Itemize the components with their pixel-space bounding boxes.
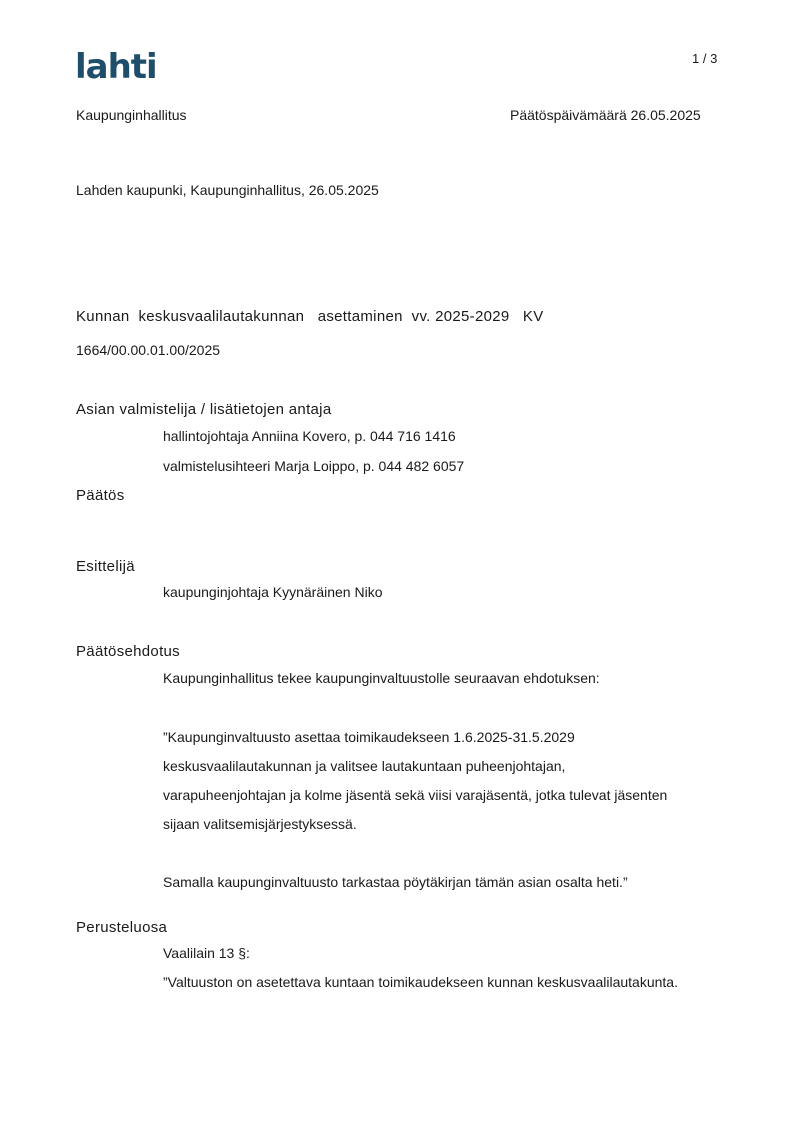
case-number: 1664/00.00.01.00/2025	[76, 342, 221, 358]
document-title: Kunnan keskusvaalilautakunnan asettaminen vv. 2025-2029 KV	[76, 308, 544, 325]
law-reference: Vaalilain 13 §:	[163, 945, 250, 961]
presenter-heading: Esittelijä	[76, 558, 135, 575]
preparer-heading: Asian valmistelija / lisätietojen antaja	[76, 401, 332, 418]
page-number: 1 / 3	[692, 51, 718, 66]
proposal-quote-line: keskusvaalilautakunnan ja valitsee lautakuntaan puheenjohtajan,	[163, 758, 566, 774]
proposal-quote-line: ”Kaupunginvaltuusto asettaa toimikaudekseen 1.6.2025-31.5.2029	[163, 729, 575, 745]
meeting-line: Lahden kaupunki, Kaupunginhallitus, 26.05.2025	[76, 182, 379, 198]
rationale-heading: Perusteluosa	[76, 919, 168, 936]
proposal-heading: Päätösehdotus	[76, 643, 180, 660]
presenter-name: kaupunginjohtaja Kyynäräinen Niko	[163, 584, 383, 600]
proposal-closing: Samalla kaupunginvaltuusto tarkastaa pöytäkirjan tämän asian osalta heti.”	[163, 874, 628, 890]
law-quote: ”Valtuuston on asetettava kuntaan toimikaudekseen kunnan keskusvaalilautakunta.	[163, 974, 678, 990]
proposal-quote-line: varapuheenjohtajan ja kolme jäsentä sekä viisi varajäsentä, jotka tulevat jäsenten	[163, 787, 668, 803]
preparer-line: hallintojohtaja Anniina Kovero, p. 044 716 1416	[163, 428, 456, 444]
organ-name: Kaupunginhallitus	[76, 107, 187, 123]
proposal-intro: Kaupunginhallitus tekee kaupunginvaltuustolle seuraavan ehdotuksen:	[163, 670, 600, 686]
lahti-logo	[75, 46, 170, 84]
proposal-quote-line: sijaan valitsemisjärjestyksessä.	[163, 816, 357, 832]
preparer-line: valmistelusihteeri Marja Loippo, p. 044 482 6057	[163, 458, 465, 474]
decision-heading: Päätös	[76, 487, 125, 504]
logo-text: lahti	[75, 47, 157, 84]
decision-date: Päätöspäivämäärä 26.05.2025	[510, 107, 701, 123]
